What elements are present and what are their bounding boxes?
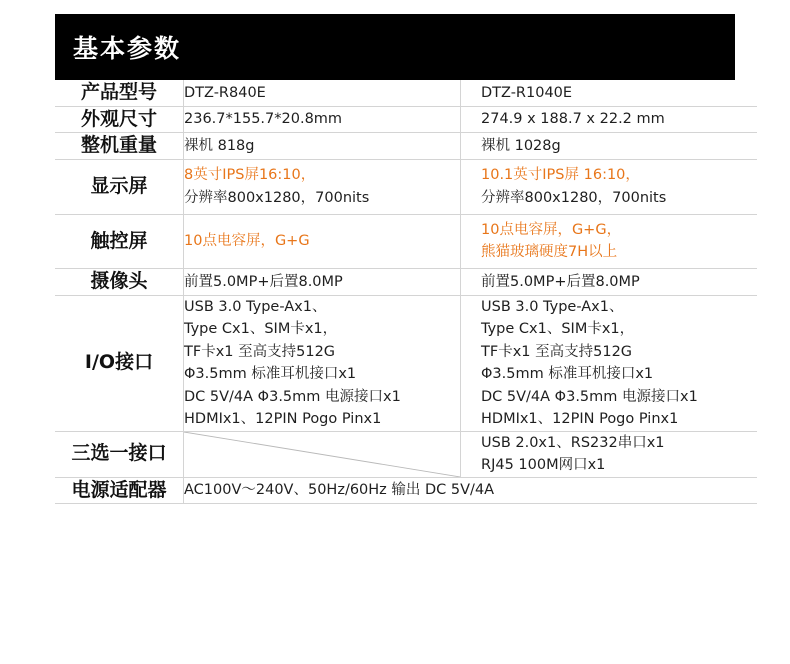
value-line: USB 3.0 Type-Ax1、 bbox=[481, 298, 624, 315]
table-row bbox=[55, 477, 757, 504]
diagonal-strike-icon bbox=[184, 432, 460, 477]
page-title: 基本参数 bbox=[73, 34, 182, 63]
table-row bbox=[55, 133, 757, 160]
value-line: 分辨率800x1280，700nits bbox=[481, 189, 667, 206]
row-value-right bbox=[461, 159, 758, 214]
row-value-right bbox=[461, 269, 758, 296]
specification-table bbox=[55, 80, 757, 504]
row-value-left bbox=[184, 133, 461, 160]
value-line: 236.7*155.7*20.8mm bbox=[184, 111, 343, 128]
row-value-left bbox=[184, 159, 461, 214]
value-line: TF卡x1 至高支持512G bbox=[184, 343, 336, 360]
value-line: DC 5V/4A Φ3.5mm 电源接口x1 bbox=[184, 388, 401, 405]
row-value-right bbox=[461, 106, 758, 133]
table-row bbox=[55, 106, 757, 133]
value-line: 裸机 1028g bbox=[481, 137, 561, 154]
value-line: 10.1英寸IPS屏 16:10， bbox=[481, 167, 640, 184]
value-line: DTZ-R840E bbox=[184, 84, 266, 101]
value-line: 10点电容屏，G+G， bbox=[481, 221, 622, 238]
value-line: HDMIx1、12PIN Pogo Pinx1 bbox=[184, 411, 382, 428]
row-value-right bbox=[461, 214, 758, 269]
section-header-bar bbox=[55, 14, 735, 80]
value-line: DTZ-R1040E bbox=[481, 84, 573, 101]
table-row bbox=[55, 269, 757, 296]
table-row bbox=[55, 295, 757, 431]
value-line: RJ45 100M网口x1 bbox=[481, 457, 606, 474]
row-label: 电源适配器 bbox=[55, 477, 184, 504]
value-line: 熊猫玻璃硬度7H以上 bbox=[481, 244, 618, 261]
value-line: Φ3.5mm 标准耳机接口x1 bbox=[481, 366, 654, 383]
value-line: Φ3.5mm 标准耳机接口x1 bbox=[184, 366, 357, 383]
row-value-right bbox=[461, 295, 758, 431]
row-value-full: AC100V～240V、50Hz/60Hz 输出 DC 5V/4A bbox=[184, 477, 758, 504]
table-row bbox=[55, 431, 757, 477]
row-label: 三选一接口 bbox=[55, 431, 184, 477]
value-line: USB 3.0 Type-Ax1、 bbox=[184, 298, 327, 315]
row-value-left bbox=[184, 269, 461, 296]
row-value-right bbox=[461, 431, 758, 477]
row-label: 产品型号 bbox=[55, 80, 184, 106]
value-line: Type Cx1、SIM卡x1， bbox=[184, 321, 338, 338]
row-value-right bbox=[461, 80, 758, 106]
value-line: TF卡x1 至高支持512G bbox=[481, 343, 633, 360]
value-line: DC 5V/4A Φ3.5mm 电源接口x1 bbox=[481, 388, 698, 405]
row-label: 触控屏 bbox=[55, 214, 184, 269]
value-line: USB 2.0x1、RS232串口x1 bbox=[481, 434, 665, 451]
row-value-left bbox=[184, 214, 461, 269]
table-row bbox=[55, 214, 757, 269]
table-row bbox=[55, 80, 757, 106]
value-line: 分辨率800x1280，700nits bbox=[184, 189, 370, 206]
value-line: 274.9 x 188.7 x 22.2 mm bbox=[481, 111, 665, 128]
value-line: 前置5.0MP+后置8.0MP bbox=[184, 273, 343, 290]
row-value-left bbox=[184, 80, 461, 106]
table-row bbox=[55, 159, 757, 214]
value-line: 8英寸IPS屏16:10， bbox=[184, 167, 316, 184]
value-line: HDMIx1、12PIN Pogo Pinx1 bbox=[481, 411, 679, 428]
value-line: 前置5.0MP+后置8.0MP bbox=[481, 273, 640, 290]
row-label: 摄像头 bbox=[55, 269, 184, 296]
row-value-left bbox=[184, 295, 461, 431]
row-label: 显示屏 bbox=[55, 159, 184, 214]
row-label: 整机重量 bbox=[55, 133, 184, 160]
value-line: 裸机 818g bbox=[184, 137, 255, 154]
row-value-left bbox=[184, 106, 461, 133]
row-label: 外观尺寸 bbox=[55, 106, 184, 133]
row-value-right bbox=[461, 133, 758, 160]
value-line: 10点电容屏，G+G bbox=[184, 233, 310, 250]
row-value-left-empty bbox=[184, 431, 461, 477]
row-label: I/O接口 bbox=[55, 295, 184, 431]
value-line: Type Cx1、SIM卡x1， bbox=[481, 321, 635, 338]
